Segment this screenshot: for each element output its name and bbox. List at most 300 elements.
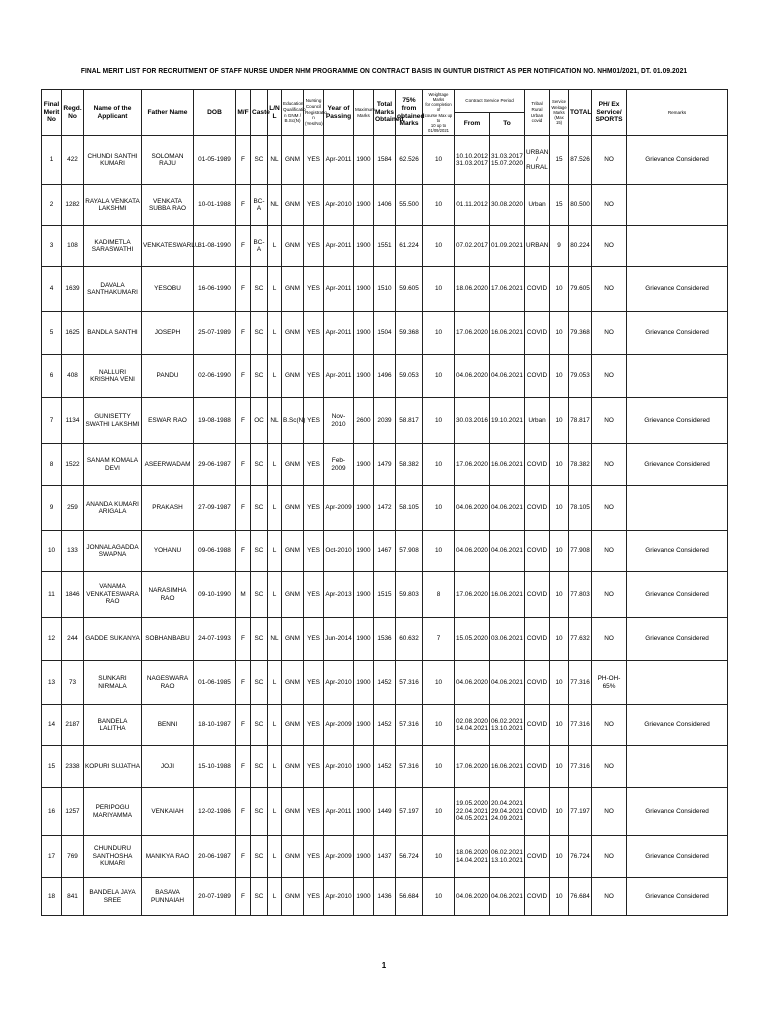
total-cell: 78.105 bbox=[569, 486, 592, 531]
caste-cell: SC bbox=[251, 531, 268, 572]
nursing-registration-cell: YES bbox=[304, 661, 324, 705]
marks-obtained-cell: 1536 bbox=[374, 618, 396, 661]
year-of-passing-cell: Jun-2014 bbox=[324, 618, 354, 661]
weightage-marks-cell: 10 bbox=[423, 746, 455, 788]
applicant-name-cell: SUNKARI NIRMALA bbox=[84, 661, 142, 705]
local-status-cell: L bbox=[268, 705, 282, 746]
year-of-passing-cell: Apr-2011 bbox=[324, 788, 354, 836]
applicant-name-cell: RAYALA VENKATA LAKSHMI bbox=[84, 185, 142, 226]
caste-cell: SC bbox=[251, 355, 268, 398]
service-to-cell: 16.06.2021 bbox=[490, 572, 525, 618]
caste-cell: BC-A bbox=[251, 185, 268, 226]
caste-cell: BC-A bbox=[251, 226, 268, 267]
regd-no-cell: 1522 bbox=[62, 444, 84, 486]
father-name-cell: MANIKYA RAO bbox=[142, 836, 194, 878]
table-row bbox=[42, 185, 728, 226]
weightage-marks-cell: 10 bbox=[423, 661, 455, 705]
service-weightage-cell: 10 bbox=[550, 312, 569, 355]
ph-exservice-cell: NO bbox=[592, 531, 627, 572]
applicant-name-cell: SANAM KOMALA DEVI bbox=[84, 444, 142, 486]
service-weightage-cell: 10 bbox=[550, 267, 569, 312]
merit-no-cell: 3 bbox=[42, 226, 62, 267]
gender-cell: F bbox=[236, 226, 251, 267]
service-weightage-cell: 10 bbox=[550, 572, 569, 618]
total-cell: 80.224 bbox=[569, 226, 592, 267]
caste-cell: SC bbox=[251, 444, 268, 486]
header-contract-service-period: Contract Service Period bbox=[455, 90, 525, 113]
father-name-cell: NAGESWARA RAO bbox=[142, 661, 194, 705]
merit-list-body bbox=[42, 136, 728, 916]
nursing-registration-cell: YES bbox=[304, 618, 324, 661]
applicant-name-cell: VANAMA VENKATESWARA RAO bbox=[84, 572, 142, 618]
year-of-passing-cell: Apr-2011 bbox=[324, 226, 354, 267]
maximum-marks-cell: 1900 bbox=[354, 788, 374, 836]
percent-marks-cell: 60.632 bbox=[396, 618, 423, 661]
gender-cell: F bbox=[236, 661, 251, 705]
maximum-marks-cell: 1900 bbox=[354, 746, 374, 788]
ph-exservice-cell: NO bbox=[592, 398, 627, 444]
ph-exservice-cell: NO bbox=[592, 267, 627, 312]
nursing-registration-cell: YES bbox=[304, 355, 324, 398]
regd-no-cell: 2338 bbox=[62, 746, 84, 788]
service-from-cell: 04.06.2020 bbox=[455, 486, 490, 531]
applicant-name-cell: BANDLA SANTHI bbox=[84, 312, 142, 355]
year-of-passing-cell: Apr-2009 bbox=[324, 705, 354, 746]
dob-cell: 31-08-1990 bbox=[194, 226, 236, 267]
table-row bbox=[42, 312, 728, 355]
service-to-cell: 30.08.2020 bbox=[490, 185, 525, 226]
applicant-name-cell: BANDELA LALITHA bbox=[84, 705, 142, 746]
maximum-marks-cell: 1900 bbox=[354, 355, 374, 398]
table-row bbox=[42, 267, 728, 312]
service-area-cell: COVID bbox=[525, 572, 550, 618]
table-row bbox=[42, 878, 728, 916]
percent-marks-cell: 57.316 bbox=[396, 705, 423, 746]
nursing-registration-cell: YES bbox=[304, 572, 324, 618]
year-of-passing-cell: Apr-2011 bbox=[324, 355, 354, 398]
header-nursing-council: Nursing Council Registratio n (Yes/No) bbox=[304, 90, 324, 136]
regd-no-cell: 422 bbox=[62, 136, 84, 185]
total-cell: 76.684 bbox=[569, 878, 592, 916]
merit-no-cell: 14 bbox=[42, 705, 62, 746]
remarks-cell: Grievance Considered bbox=[627, 618, 728, 661]
marks-obtained-cell: 1437 bbox=[374, 836, 396, 878]
weightage-marks-cell: 10 bbox=[423, 226, 455, 267]
merit-no-cell: 13 bbox=[42, 661, 62, 705]
caste-cell: SC bbox=[251, 705, 268, 746]
education-cell: GNM bbox=[282, 746, 304, 788]
local-status-cell: L bbox=[268, 267, 282, 312]
applicant-name-cell: KOPURI SUJATHA bbox=[84, 746, 142, 788]
regd-no-cell: 1639 bbox=[62, 267, 84, 312]
service-weightage-cell: 10 bbox=[550, 705, 569, 746]
year-of-passing-cell: Oct-2010 bbox=[324, 531, 354, 572]
percent-marks-cell: 57.197 bbox=[396, 788, 423, 836]
nursing-registration-cell: YES bbox=[304, 185, 324, 226]
marks-obtained-cell: 1510 bbox=[374, 267, 396, 312]
caste-cell: SC bbox=[251, 661, 268, 705]
year-of-passing-cell: Feb-2009 bbox=[324, 444, 354, 486]
table-row bbox=[42, 705, 728, 746]
remarks-cell: Grievance Considered bbox=[627, 398, 728, 444]
service-area-cell: COVID bbox=[525, 618, 550, 661]
service-area-cell: COVID bbox=[525, 312, 550, 355]
percent-marks-cell: 56.684 bbox=[396, 878, 423, 916]
merit-no-cell: 15 bbox=[42, 746, 62, 788]
dob-cell: 19-08-1988 bbox=[194, 398, 236, 444]
merit-no-cell: 4 bbox=[42, 267, 62, 312]
nursing-registration-cell: YES bbox=[304, 531, 324, 572]
nursing-registration-cell: YES bbox=[304, 312, 324, 355]
local-status-cell: L bbox=[268, 572, 282, 618]
father-name-cell: BENNI bbox=[142, 705, 194, 746]
dob-cell: 16-06-1990 bbox=[194, 267, 236, 312]
year-of-passing-cell: Apr-2010 bbox=[324, 878, 354, 916]
father-name-cell: NARASIMHA RAO bbox=[142, 572, 194, 618]
father-name-cell: ESWAR RAO bbox=[142, 398, 194, 444]
applicant-name-cell: JONNALAGADDA SWAPNA bbox=[84, 531, 142, 572]
total-cell: 87.526 bbox=[569, 136, 592, 185]
gender-cell: F bbox=[236, 836, 251, 878]
father-name-cell: YESOBU bbox=[142, 267, 194, 312]
total-cell: 77.197 bbox=[569, 788, 592, 836]
gender-cell: F bbox=[236, 136, 251, 185]
weightage-marks-cell: 10 bbox=[423, 136, 455, 185]
weightage-marks-cell: 10 bbox=[423, 788, 455, 836]
ph-exservice-cell: NO bbox=[592, 746, 627, 788]
total-cell: 79.605 bbox=[569, 267, 592, 312]
marks-obtained-cell: 1452 bbox=[374, 661, 396, 705]
caste-cell: SC bbox=[251, 312, 268, 355]
applicant-name-cell: PERIPOGU MARIYAMMA bbox=[84, 788, 142, 836]
percent-marks-cell: 59.053 bbox=[396, 355, 423, 398]
service-weightage-cell: 10 bbox=[550, 788, 569, 836]
education-cell: GNM bbox=[282, 618, 304, 661]
nursing-registration-cell: YES bbox=[304, 705, 324, 746]
weightage-marks-cell: 10 bbox=[423, 531, 455, 572]
merit-list-table bbox=[41, 89, 728, 916]
remarks-cell bbox=[627, 185, 728, 226]
dob-cell: 18-10-1987 bbox=[194, 705, 236, 746]
father-name-cell: YOHANU bbox=[142, 531, 194, 572]
service-weightage-cell: 10 bbox=[550, 398, 569, 444]
regd-no-cell: 73 bbox=[62, 661, 84, 705]
marks-obtained-cell: 1406 bbox=[374, 185, 396, 226]
service-from-cell: 17.06.2020 bbox=[455, 444, 490, 486]
total-cell: 76.724 bbox=[569, 836, 592, 878]
dob-cell: 01-06-1985 bbox=[194, 661, 236, 705]
applicant-name-cell: BANDELA JAYA SREE bbox=[84, 878, 142, 916]
service-area-cell: COVID bbox=[525, 705, 550, 746]
remarks-cell: Grievance Considered bbox=[627, 836, 728, 878]
education-cell: GNM bbox=[282, 267, 304, 312]
table-row bbox=[42, 618, 728, 661]
table-row bbox=[42, 226, 728, 267]
ph-exservice-cell: NO bbox=[592, 878, 627, 916]
total-cell: 79.053 bbox=[569, 355, 592, 398]
service-to-cell: 20.04.2021 29.04.2021 24.09.2021 bbox=[490, 788, 525, 836]
father-name-cell: SOLOMAN RAJU bbox=[142, 136, 194, 185]
weightage-marks-cell: 10 bbox=[423, 355, 455, 398]
nursing-registration-cell: YES bbox=[304, 398, 324, 444]
service-from-cell: 02.08.2020 14.04.2021 bbox=[455, 705, 490, 746]
year-of-passing-cell: Apr-2010 bbox=[324, 746, 354, 788]
gender-cell: F bbox=[236, 746, 251, 788]
header-final-merit: Final Merit No bbox=[42, 90, 62, 136]
merit-no-cell: 17 bbox=[42, 836, 62, 878]
marks-obtained-cell: 1551 bbox=[374, 226, 396, 267]
service-from-cell: 04.06.2020 bbox=[455, 661, 490, 705]
maximum-marks-cell: 2600 bbox=[354, 398, 374, 444]
education-cell: GNM bbox=[282, 226, 304, 267]
header-from: From bbox=[455, 113, 490, 136]
service-area-cell: URBAN / RURAL bbox=[525, 136, 550, 185]
marks-obtained-cell: 1504 bbox=[374, 312, 396, 355]
table-row bbox=[42, 486, 728, 531]
ph-exservice-cell: NO bbox=[592, 444, 627, 486]
header-total: TOTAL bbox=[569, 90, 592, 136]
gender-cell: F bbox=[236, 486, 251, 531]
education-cell: GNM bbox=[282, 312, 304, 355]
header-local-nonlocal: L/N L bbox=[268, 90, 282, 136]
service-area-cell: COVID bbox=[525, 267, 550, 312]
caste-cell: SC bbox=[251, 267, 268, 312]
header-caste: Caste bbox=[251, 90, 268, 136]
gender-cell: F bbox=[236, 398, 251, 444]
marks-obtained-cell: 1584 bbox=[374, 136, 396, 185]
header-total-marks: Total Marks Obtained bbox=[374, 90, 396, 136]
header-regd-no: Regd. No bbox=[62, 90, 84, 136]
service-weightage-cell: 10 bbox=[550, 355, 569, 398]
table-row bbox=[42, 398, 728, 444]
service-to-cell: 01.09.2021 bbox=[490, 226, 525, 267]
weightage-marks-cell: 10 bbox=[423, 267, 455, 312]
merit-no-cell: 11 bbox=[42, 572, 62, 618]
weightage-marks-cell: 10 bbox=[423, 398, 455, 444]
maximum-marks-cell: 1900 bbox=[354, 661, 374, 705]
merit-no-cell: 2 bbox=[42, 185, 62, 226]
weightage-marks-cell: 10 bbox=[423, 312, 455, 355]
nursing-registration-cell: YES bbox=[304, 444, 324, 486]
service-weightage-cell: 10 bbox=[550, 661, 569, 705]
local-status-cell: L bbox=[268, 661, 282, 705]
total-cell: 77.908 bbox=[569, 531, 592, 572]
service-from-cell: 17.06.2020 bbox=[455, 312, 490, 355]
ph-exservice-cell: NO bbox=[592, 185, 627, 226]
table-row bbox=[42, 746, 728, 788]
nursing-registration-cell: YES bbox=[304, 226, 324, 267]
gender-cell: F bbox=[236, 705, 251, 746]
regd-no-cell: 408 bbox=[62, 355, 84, 398]
remarks-cell: Grievance Considered bbox=[627, 136, 728, 185]
local-status-cell: L bbox=[268, 788, 282, 836]
education-cell: GNM bbox=[282, 185, 304, 226]
service-from-cell: 30.03.2016 bbox=[455, 398, 490, 444]
ph-exservice-cell: NO bbox=[592, 705, 627, 746]
local-status-cell: L bbox=[268, 836, 282, 878]
maximum-marks-cell: 1900 bbox=[354, 878, 374, 916]
dob-cell: 15-10-1988 bbox=[194, 746, 236, 788]
education-cell: GNM bbox=[282, 661, 304, 705]
merit-no-cell: 16 bbox=[42, 788, 62, 836]
education-cell: GNM bbox=[282, 836, 304, 878]
total-cell: 77.316 bbox=[569, 661, 592, 705]
maximum-marks-cell: 1900 bbox=[354, 836, 374, 878]
percent-marks-cell: 58.382 bbox=[396, 444, 423, 486]
father-name-cell: VENKATESWARLU bbox=[142, 226, 194, 267]
caste-cell: SC bbox=[251, 572, 268, 618]
year-of-passing-cell: Apr-2009 bbox=[324, 836, 354, 878]
header-education: Education Qualificatio n GNM / B.Sc(N) bbox=[282, 90, 304, 136]
nursing-registration-cell: YES bbox=[304, 136, 324, 185]
header-tribal-rural-urban: Tribal Rural Urban covid bbox=[525, 90, 550, 136]
father-name-cell: JOSEPH bbox=[142, 312, 194, 355]
header-ph-exservice-sports: PH/ Ex Service/ SPORTS bbox=[592, 90, 627, 136]
weightage-marks-cell: 10 bbox=[423, 486, 455, 531]
nursing-registration-cell: YES bbox=[304, 746, 324, 788]
local-status-cell: L bbox=[268, 444, 282, 486]
total-cell: 77.316 bbox=[569, 746, 592, 788]
service-from-cell: 07.02.2017 bbox=[455, 226, 490, 267]
service-weightage-cell: 10 bbox=[550, 486, 569, 531]
service-to-cell: 04.06.2021 bbox=[490, 661, 525, 705]
service-area-cell: COVID bbox=[525, 531, 550, 572]
year-of-passing-cell: Apr-2011 bbox=[324, 267, 354, 312]
merit-no-cell: 7 bbox=[42, 398, 62, 444]
service-to-cell: 16.06.2021 bbox=[490, 312, 525, 355]
regd-no-cell: 2187 bbox=[62, 705, 84, 746]
gender-cell: F bbox=[236, 267, 251, 312]
gender-cell: F bbox=[236, 531, 251, 572]
marks-obtained-cell: 1467 bbox=[374, 531, 396, 572]
education-cell: GNM bbox=[282, 572, 304, 618]
applicant-name-cell: CHUNDI SANTHI KUMARI bbox=[84, 136, 142, 185]
regd-no-cell: 1625 bbox=[62, 312, 84, 355]
marks-obtained-cell: 2039 bbox=[374, 398, 396, 444]
service-area-cell: COVID bbox=[525, 788, 550, 836]
local-status-cell: NL bbox=[268, 398, 282, 444]
percent-marks-cell: 57.908 bbox=[396, 531, 423, 572]
weightage-marks-cell: 10 bbox=[423, 836, 455, 878]
dob-cell: 12-02-1986 bbox=[194, 788, 236, 836]
service-weightage-cell: 15 bbox=[550, 136, 569, 185]
year-of-passing-cell: Apr-2011 bbox=[324, 136, 354, 185]
page-number: 1 bbox=[381, 961, 387, 970]
service-from-cell: 18.06.2020 bbox=[455, 267, 490, 312]
header-service-weightage: Service Weitage Marks (Max 15) bbox=[550, 90, 569, 136]
gender-cell: F bbox=[236, 444, 251, 486]
local-status-cell: NL bbox=[268, 618, 282, 661]
maximum-marks-cell: 1900 bbox=[354, 226, 374, 267]
percent-marks-cell: 58.817 bbox=[396, 398, 423, 444]
service-from-cell: 01.11.2012 bbox=[455, 185, 490, 226]
local-status-cell: NL bbox=[268, 136, 282, 185]
dob-cell: 09-06-1988 bbox=[194, 531, 236, 572]
percent-marks-cell: 59.803 bbox=[396, 572, 423, 618]
year-of-passing-cell: Apr-2009 bbox=[324, 486, 354, 531]
service-area-cell: Urban bbox=[525, 185, 550, 226]
service-area-cell: COVID bbox=[525, 746, 550, 788]
service-to-cell: 06.02.2021 13.10.2021 bbox=[490, 836, 525, 878]
regd-no-cell: 244 bbox=[62, 618, 84, 661]
total-cell: 78.382 bbox=[569, 444, 592, 486]
merit-no-cell: 5 bbox=[42, 312, 62, 355]
education-cell: GNM bbox=[282, 136, 304, 185]
ph-exservice-cell: NO bbox=[592, 486, 627, 531]
gender-cell: F bbox=[236, 618, 251, 661]
gender-cell: F bbox=[236, 355, 251, 398]
service-weightage-cell: 9 bbox=[550, 226, 569, 267]
ph-exservice-cell: NO bbox=[592, 312, 627, 355]
caste-cell: SC bbox=[251, 788, 268, 836]
service-from-cell: 15.05.2020 bbox=[455, 618, 490, 661]
marks-obtained-cell: 1436 bbox=[374, 878, 396, 916]
education-cell: GNM bbox=[282, 486, 304, 531]
dob-cell: 02-06-1990 bbox=[194, 355, 236, 398]
ph-exservice-cell: NO bbox=[592, 136, 627, 185]
regd-no-cell: 133 bbox=[62, 531, 84, 572]
local-status-cell: L bbox=[268, 312, 282, 355]
applicant-name-cell: DAVALA SANTHAKUMARI bbox=[84, 267, 142, 312]
service-to-cell: 04.06.2021 bbox=[490, 531, 525, 572]
dob-cell: 09-10-1990 bbox=[194, 572, 236, 618]
maximum-marks-cell: 1900 bbox=[354, 312, 374, 355]
applicant-name-cell: CHUNDURU SANTHOSHA KUMARI bbox=[84, 836, 142, 878]
service-area-cell: COVID bbox=[525, 444, 550, 486]
education-cell: GNM bbox=[282, 705, 304, 746]
service-from-cell: 17.06.2020 bbox=[455, 746, 490, 788]
total-cell: 77.632 bbox=[569, 618, 592, 661]
service-area-cell: COVID bbox=[525, 836, 550, 878]
percent-marks-cell: 58.105 bbox=[396, 486, 423, 531]
table-row bbox=[42, 572, 728, 618]
marks-obtained-cell: 1452 bbox=[374, 746, 396, 788]
total-cell: 77.803 bbox=[569, 572, 592, 618]
table-row bbox=[42, 788, 728, 836]
table-row bbox=[42, 531, 728, 572]
dob-cell: 20-07-1989 bbox=[194, 878, 236, 916]
service-area-cell: URBAN bbox=[525, 226, 550, 267]
marks-obtained-cell: 1479 bbox=[374, 444, 396, 486]
remarks-cell: Grievance Considered bbox=[627, 531, 728, 572]
percent-marks-cell: 62.526 bbox=[396, 136, 423, 185]
ph-exservice-cell: NO bbox=[592, 355, 627, 398]
father-name-cell: BASAVA PUNNAIAH bbox=[142, 878, 194, 916]
caste-cell: OC bbox=[251, 398, 268, 444]
ph-exservice-cell: NO bbox=[592, 788, 627, 836]
caste-cell: SC bbox=[251, 746, 268, 788]
dob-cell: 25-07-1989 bbox=[194, 312, 236, 355]
year-of-passing-cell: Apr-2010 bbox=[324, 185, 354, 226]
merit-no-cell: 12 bbox=[42, 618, 62, 661]
applicant-name-cell: GADDE SUKANYA bbox=[84, 618, 142, 661]
applicant-name-cell: ANANDA KUMARI ARIGALA bbox=[84, 486, 142, 531]
ph-exservice-cell: NO bbox=[592, 572, 627, 618]
education-cell: GNM bbox=[282, 878, 304, 916]
education-cell: GNM bbox=[282, 355, 304, 398]
service-weightage-cell: 10 bbox=[550, 836, 569, 878]
remarks-cell bbox=[627, 226, 728, 267]
nursing-registration-cell: YES bbox=[304, 486, 324, 531]
remarks-cell: Grievance Considered bbox=[627, 788, 728, 836]
total-cell: 77.316 bbox=[569, 705, 592, 746]
dob-cell: 24-07-1993 bbox=[194, 618, 236, 661]
service-area-cell: COVID bbox=[525, 486, 550, 531]
table-row bbox=[42, 836, 728, 878]
header-gender: M/F bbox=[236, 90, 251, 136]
service-from-cell: 19.05.2020 22.04.2021 04.05.2021 bbox=[455, 788, 490, 836]
education-cell: GNM bbox=[282, 788, 304, 836]
